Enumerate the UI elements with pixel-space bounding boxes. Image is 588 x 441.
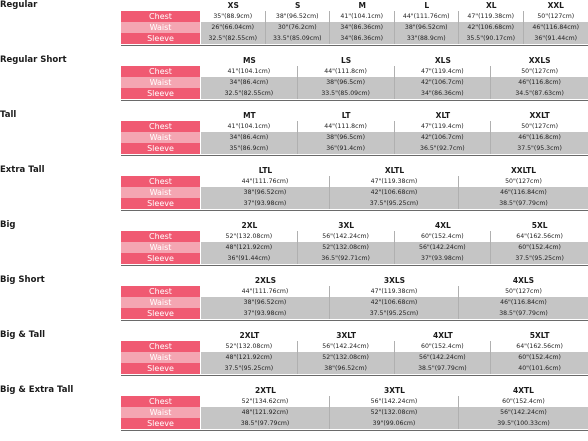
measurement-values	[201, 396, 588, 407]
section-divider	[121, 430, 588, 431]
measurement-value: 42"(106.7cm)	[395, 132, 492, 143]
measurement-value: 46"(116.84cm)	[500, 189, 547, 196]
measurement-value: 36"(91.4cm)	[298, 143, 395, 154]
measurement-value: 36"(91.44cm)	[201, 253, 298, 264]
measurement-value: 60"(152.4cm)	[518, 354, 561, 361]
measurement-values	[201, 253, 588, 264]
measurement-values	[201, 176, 588, 187]
measurement-row-chest	[121, 341, 588, 352]
measurement-value: 46"(116.8cm)	[518, 79, 561, 86]
measurement-value: 41"(104.1cm)	[201, 66, 298, 77]
measurement-value: 56"(142.24cm)	[500, 409, 547, 416]
size-header: XLTL	[384, 166, 405, 175]
size-header: XXLT	[529, 111, 550, 120]
measurement-row-waist	[121, 187, 588, 198]
measurement-value: 42"(106.68cm)	[459, 22, 524, 33]
measurement-value: 60"(152.4cm)	[502, 398, 545, 405]
measurement-value: 38"(96.52cm)	[395, 22, 460, 33]
measurement-label: Chest	[121, 176, 200, 187]
measurement-value: 48"(121.92cm)	[201, 242, 298, 253]
measurement-value: 36"(91.44cm)	[534, 35, 578, 42]
measurement-value: 50"(127cm)	[505, 178, 542, 185]
measurement-label: Waist	[121, 297, 200, 308]
size-header: 3XTL	[384, 386, 405, 395]
section-title: Big Short	[0, 275, 45, 285]
size-header: MT	[243, 111, 256, 120]
measurement-value: 34"(86.36cm)	[330, 33, 395, 44]
measurement-value: 38.5"(97.79cm)	[499, 310, 548, 317]
measurement-row-chest	[121, 11, 588, 22]
measurement-value: 38"(96.52cm)	[201, 297, 330, 308]
measurement-values	[201, 187, 588, 198]
measurement-value: 39.5"(100.33cm)	[497, 420, 550, 427]
measurement-value: 44"(111.76cm)	[201, 176, 330, 187]
measurement-value: 47"(119.38cm)	[459, 11, 524, 22]
section-divider	[121, 320, 588, 321]
measurement-row-waist	[121, 77, 588, 88]
measurement-value: 56"(142.24cm)	[330, 396, 459, 407]
measurement-value: 32.5"(82.55cm)	[201, 88, 298, 99]
measurement-values	[201, 66, 588, 77]
measurement-row-sleeve	[121, 33, 588, 44]
measurement-value: 37.5"(95.25cm)	[201, 363, 298, 374]
measurement-values	[201, 11, 588, 22]
measurement-value: 34.5"(87.63cm)	[515, 90, 564, 97]
measurement-value: 56"(142.24cm)	[298, 231, 395, 242]
measurement-row-sleeve	[121, 143, 588, 154]
size-header: XXLTL	[511, 166, 536, 175]
measurement-label: Chest	[121, 66, 200, 77]
size-section-tall	[0, 110, 588, 156]
measurement-value: 60"(152.4cm)	[395, 341, 492, 352]
section-title: Big & Tall	[0, 330, 46, 340]
measurement-values	[201, 286, 588, 297]
measurement-value: 39"(99.06cm)	[330, 418, 459, 429]
size-header: 2XLT	[239, 331, 260, 340]
measurement-value: 56"(142.24cm)	[298, 341, 395, 352]
measurement-row-waist	[121, 242, 588, 253]
size-header: M	[358, 1, 366, 10]
size-header: 4XTL	[513, 386, 534, 395]
measurement-value: 52"(132.08cm)	[201, 341, 298, 352]
size-section-extra-tall	[0, 165, 588, 211]
measurement-label: Waist	[121, 242, 200, 253]
measurement-label: Waist	[121, 407, 200, 418]
measurement-label: Chest	[121, 341, 200, 352]
measurement-row-chest	[121, 66, 588, 77]
measurement-values	[201, 418, 588, 429]
measurement-label: Waist	[121, 22, 200, 33]
measurement-values	[201, 121, 588, 132]
measurement-label: Sleeve	[121, 88, 200, 99]
measurement-label: Sleeve	[121, 253, 200, 264]
measurement-value: 48"(121.92cm)	[201, 352, 298, 363]
measurement-label: Waist	[121, 77, 200, 88]
measurement-value: 52"(132.08cm)	[330, 407, 459, 418]
measurement-values	[201, 308, 588, 319]
measurement-row-waist	[121, 407, 588, 418]
size-header: XXL	[547, 1, 564, 10]
measurement-value: 52"(132.08cm)	[298, 242, 395, 253]
section-title: Extra Tall	[0, 165, 45, 175]
measurement-value: 47"(119.4cm)	[395, 66, 492, 77]
measurement-value: 35"(88.9cm)	[201, 11, 266, 22]
measurement-row-waist	[121, 132, 588, 143]
measurement-values	[201, 132, 588, 143]
measurement-row-sleeve	[121, 198, 588, 209]
measurement-values	[201, 143, 588, 154]
measurement-value: 30"(76.2cm)	[266, 22, 331, 33]
measurement-value: 46"(116.8cm)	[518, 134, 561, 141]
measurement-value: 60"(152.4cm)	[518, 244, 561, 251]
measurement-value: 42"(106.7cm)	[395, 77, 492, 88]
measurement-value: 37.5"(95.3cm)	[517, 145, 562, 152]
measurement-value: 64"(162.56cm)	[516, 233, 563, 240]
size-header: S	[295, 1, 301, 10]
size-header: LT	[341, 111, 351, 120]
measurement-label: Waist	[121, 132, 200, 143]
measurement-value: 34"(86.4cm)	[201, 132, 298, 143]
size-header: 2XTL	[255, 386, 276, 395]
measurement-value: 33.5"(85.09cm)	[298, 88, 395, 99]
measurement-value: 56"(142.24cm)	[395, 352, 492, 363]
measurement-value: 34"(86.36cm)	[395, 88, 492, 99]
size-header: 4XLT	[433, 331, 453, 340]
size-header: L	[424, 1, 430, 10]
measurement-value: 36.5"(92.7cm)	[395, 143, 492, 154]
measurement-values	[201, 33, 588, 44]
measurement-value: 60"(152.4cm)	[395, 231, 492, 242]
measurement-value: 33.5"(85.09cm)	[266, 33, 331, 44]
section-divider	[121, 375, 588, 376]
size-header: 4XL	[434, 221, 451, 230]
measurement-label: Sleeve	[121, 143, 200, 154]
size-header: XLS	[434, 56, 451, 65]
measurement-value: 47"(119.4cm)	[395, 121, 492, 132]
size-header: MS	[242, 56, 256, 65]
measurement-label: Sleeve	[121, 308, 200, 319]
size-section-big-and-tall	[0, 330, 588, 376]
measurement-value: 40"(101.6cm)	[518, 365, 561, 372]
measurement-values	[201, 341, 588, 352]
size-header: LTL	[258, 166, 273, 175]
section-title: Big	[0, 220, 16, 230]
measurement-values	[201, 297, 588, 308]
size-section-regular-short	[0, 55, 588, 101]
measurement-values	[201, 198, 588, 209]
size-header: XL	[485, 1, 497, 10]
measurement-values	[201, 363, 588, 374]
measurement-values	[201, 407, 588, 418]
measurement-row-sleeve	[121, 418, 588, 429]
measurement-values	[201, 22, 588, 33]
measurement-value: 64"(162.56cm)	[516, 343, 563, 350]
measurement-value: 48"(121.92cm)	[201, 407, 330, 418]
measurement-value: 44"(111.8cm)	[298, 121, 395, 132]
section-title: Regular Short	[0, 55, 67, 65]
measurement-label: Waist	[121, 352, 200, 363]
measurement-value: 34"(86.36cm)	[330, 22, 395, 33]
measurement-label: Chest	[121, 231, 200, 242]
section-divider	[121, 265, 588, 266]
section-title: Big & Extra Tall	[0, 385, 74, 395]
measurement-label: Chest	[121, 11, 200, 22]
measurement-row-waist	[121, 297, 588, 308]
measurement-value: 52"(134.62cm)	[201, 396, 330, 407]
measurement-value: 46"(116.84cm)	[532, 24, 580, 31]
measurement-value: 38"(96.52cm)	[266, 11, 331, 22]
measurement-value: 41"(104.1cm)	[330, 11, 395, 22]
size-header: LS	[341, 56, 352, 65]
measurement-row-chest	[121, 286, 588, 297]
size-header: 3XLS	[383, 276, 406, 285]
measurement-row-chest	[121, 231, 588, 242]
measurement-value: 34"(86.4cm)	[201, 77, 298, 88]
measurement-value: 38.5"(97.79cm)	[201, 418, 330, 429]
measurement-value: 52"(132.08cm)	[298, 352, 395, 363]
measurement-value: 35"(86.9cm)	[201, 143, 298, 154]
measurement-values	[201, 231, 588, 242]
measurement-value: 35.5"(90.17cm)	[459, 33, 524, 44]
section-divider	[121, 210, 588, 211]
measurement-value: 37.5"(95.25cm)	[515, 255, 564, 262]
measurement-value: 38.5"(97.79cm)	[395, 363, 492, 374]
measurement-value: 52"(132.08cm)	[201, 231, 298, 242]
measurement-label: Sleeve	[121, 33, 200, 44]
measurement-values	[201, 352, 588, 363]
measurement-value: 38"(96.52cm)	[298, 363, 395, 374]
measurement-row-waist	[121, 352, 588, 363]
size-header: XXLS	[528, 56, 551, 65]
measurement-value: 44"(111.8cm)	[298, 66, 395, 77]
measurement-value: 50"(127cm)	[521, 68, 559, 75]
section-title: Tall	[0, 110, 17, 120]
measurement-value: 33"(88.9cm)	[395, 33, 460, 44]
measurement-row-sleeve	[121, 253, 588, 264]
measurement-row-sleeve	[121, 363, 588, 374]
measurement-value: 37.5"(95.25cm)	[330, 308, 459, 319]
measurement-value: 47"(119.38cm)	[330, 176, 459, 187]
measurement-value: 38"(96.52cm)	[201, 187, 330, 198]
size-section-big-and-extra-tall	[0, 385, 588, 431]
measurement-value: 26"(66.04cm)	[201, 22, 266, 33]
measurement-label: Chest	[121, 396, 200, 407]
measurement-value: 42"(106.68cm)	[330, 297, 459, 308]
measurement-label: Waist	[121, 187, 200, 198]
measurement-value: 32.5"(82.55cm)	[201, 33, 266, 44]
section-divider	[121, 100, 588, 101]
measurement-row-chest	[121, 396, 588, 407]
size-header: 3XL	[338, 221, 355, 230]
measurement-label: Sleeve	[121, 198, 200, 209]
size-header: 2XL	[241, 221, 258, 230]
size-header: XS	[227, 1, 239, 10]
measurement-value: 50"(127cm)	[505, 288, 542, 295]
measurement-value: 50"(127cm)	[521, 123, 559, 130]
measurement-values	[201, 88, 588, 99]
measurement-value: 37"(93.98cm)	[395, 253, 492, 264]
size-section-regular	[0, 0, 588, 46]
size-header: 4XLS	[512, 276, 535, 285]
measurement-value: 37"(93.98cm)	[201, 308, 330, 319]
size-header: 5XL	[531, 221, 548, 230]
measurement-value: 37"(93.98cm)	[201, 198, 330, 209]
measurement-label: Chest	[121, 121, 200, 132]
size-header: XLT	[435, 111, 451, 120]
measurement-label: Chest	[121, 286, 200, 297]
measurement-value: 38"(96.5cm)	[298, 132, 395, 143]
measurement-value: 36.5"(92.71cm)	[298, 253, 395, 264]
measurement-value: 38"(96.5cm)	[298, 77, 395, 88]
size-section-big-short	[0, 275, 588, 321]
measurement-value: 47"(119.38cm)	[330, 286, 459, 297]
section-divider	[121, 155, 588, 156]
measurement-row-chest	[121, 121, 588, 132]
size-header: 3XLT	[336, 331, 356, 340]
section-title: Regular	[0, 0, 38, 10]
section-divider	[121, 45, 588, 46]
measurement-value: 50"(127cm)	[537, 13, 575, 20]
measurement-value: 41"(104.1cm)	[201, 121, 298, 132]
measurement-value: 44"(111.76cm)	[201, 286, 330, 297]
measurement-values	[201, 77, 588, 88]
measurement-row-waist	[121, 22, 588, 33]
measurement-row-sleeve	[121, 308, 588, 319]
size-section-big	[0, 220, 588, 266]
measurement-value: 38.5"(97.79cm)	[499, 200, 548, 207]
measurement-row-sleeve	[121, 88, 588, 99]
measurement-row-chest	[121, 176, 588, 187]
measurement-values	[201, 242, 588, 253]
measurement-label: Sleeve	[121, 363, 200, 374]
measurement-label: Sleeve	[121, 418, 200, 429]
measurement-value: 46"(116.84cm)	[500, 299, 547, 306]
measurement-value: 56"(142.24cm)	[395, 242, 492, 253]
size-header: 5XLT	[529, 331, 550, 340]
measurement-value: 44"(111.76cm)	[395, 11, 460, 22]
size-header: 2XLS	[254, 276, 277, 285]
measurement-value: 42"(106.68cm)	[330, 187, 459, 198]
measurement-value: 37.5"(95.25cm)	[330, 198, 459, 209]
